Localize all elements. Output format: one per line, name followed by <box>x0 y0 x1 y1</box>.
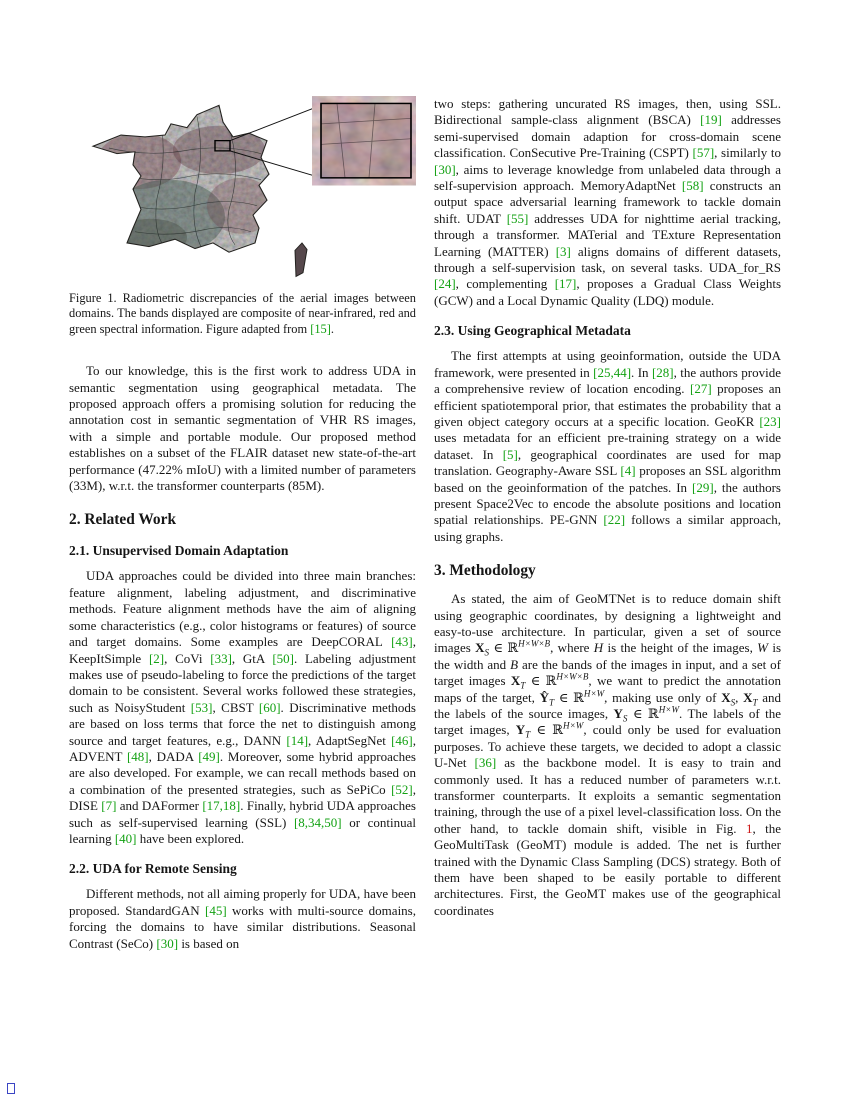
text-run: , where <box>550 640 594 656</box>
section-2-heading: 2. Related Work <box>69 511 177 529</box>
citation-ref[interactable]: [17] <box>554 276 577 292</box>
text-run: , CBST <box>212 699 259 715</box>
text-run: , KeepItSimple <box>69 634 416 666</box>
citation-ref[interactable]: [46] <box>391 732 413 748</box>
text-run: . Moreover, some hybrid approaches are also developed. For example, we can recall methods based on a combination of the presented strategies, such as SePiCo <box>69 748 416 797</box>
citation-ref[interactable]: [60] <box>258 699 281 715</box>
text-run: ℝ <box>507 640 519 656</box>
citation-ref[interactable]: [3] <box>555 243 571 259</box>
text-run: H <box>593 640 604 656</box>
citation-ref[interactable]: [48] <box>126 748 149 764</box>
text-run: Ŷ <box>539 689 549 705</box>
text-run: ∈ <box>530 722 553 738</box>
citation-ref[interactable]: [30] <box>434 161 456 177</box>
text-run: , DADA <box>148 748 199 764</box>
intro-paragraph <box>69 363 416 494</box>
text-run: , aims to leverage knowledge from unlabeled data through a self-supervision approach. MemoryAdaptNet <box>434 161 781 194</box>
text-run: H×W <box>658 704 680 715</box>
text-run: . The labels of the target images, <box>434 706 781 738</box>
text-run: follows a similar approach, using graphs. <box>434 512 781 544</box>
text-run: proposes an efficient spatiotemporal prior, that estimates the probability that a given object category occurs at a specific location. GeoKR <box>434 381 781 429</box>
text-run: or continual learning <box>69 814 416 846</box>
text-run: , ADVENT <box>69 732 416 764</box>
text-run: , could only be used for evaluation purposes. To achieve these targets, we decided to adopt a classic U-Net <box>434 722 781 771</box>
text-run: uses metadata for an efficient pre-training strategy on a wide dataset. In <box>434 430 781 462</box>
text-run: UDA approaches could be divided into three main branches: feature alignment, labeling adjustment, and discriminative methods. Feature alignment methods have the aim of aligning some characteristics (e.g., color histograms or features) of source and target domains. Some examples are DeepCORAL <box>69 568 416 650</box>
section-2-1-heading: 2.1. Unsupervised Domain Adaptation <box>69 543 289 559</box>
text-run: , <box>735 689 744 705</box>
text-run: are the bands of the images in input, and a set of target images <box>434 656 781 689</box>
citation-ref[interactable]: [57] <box>692 145 715 161</box>
citation-ref[interactable]: [40] <box>114 830 137 846</box>
text-run: H×W×B <box>518 639 551 650</box>
text-run: To our knowledge, this is the first work to address UDA in semantic segmentation using geographical metadata. The proposed approach offers a promising solution for reducing the annotation cost in semantic segmentation of VHR RS images, with a simple and portable module. Our proposed method establishes on a subset of the FLAIR dataset new state-of-the-art performance (47.22% mIoU) with a limited number of parameters (33M), w.r.t. the transformer counterparts (85M). <box>69 363 416 494</box>
text-run: H×W <box>583 688 605 699</box>
text-run: , GtA <box>231 650 273 666</box>
text-run: . In <box>631 364 652 380</box>
citation-ref[interactable]: [58] <box>681 178 704 194</box>
text-run: ℝ <box>552 722 564 738</box>
text-run: , the authors provide a comprehensive review of location encoding. <box>434 364 781 397</box>
citation-ref[interactable]: [29] <box>692 479 714 495</box>
text-run: , similarly to <box>714 145 781 161</box>
text-run: Y <box>613 706 623 721</box>
citation-ref[interactable]: [28] <box>651 364 674 380</box>
citation-ref[interactable]: [7] <box>101 798 117 814</box>
text-run: , CoVi <box>164 650 211 666</box>
text-run: and the labels of the source images, <box>434 689 782 721</box>
paragraph-2-1 <box>69 568 416 847</box>
france-map <box>79 96 307 276</box>
citation-ref[interactable]: [24] <box>434 276 456 292</box>
text-run: as the backbone model. It is easy to train and commonly used. It has a reduced number of parameters w.r.t. transformer counterparts. It exploits a semantic segmentation training, through the use of a pixel level-classification loss. On the other hand, to tackle domain shift, visible in Fig. <box>434 755 781 836</box>
text-run: , geographical coordinates are used for map translation. Geography-Aware SSL <box>434 446 781 479</box>
text-run: X <box>510 673 521 689</box>
citation-ref[interactable]: [19] <box>700 112 722 128</box>
citation-ref[interactable]: [15] <box>310 321 331 336</box>
text-run: S <box>484 647 490 658</box>
text-run: and DAFormer <box>116 798 203 814</box>
text-run: constructs an output space adversarial learning framework to tackle domain shift. UDAT <box>434 178 781 226</box>
text-run: Y <box>515 722 526 738</box>
text-run: . Labeling adjustment makes use of pseudo-labeling to force the predictions of the target domain to be consistent. Several works followed these strategies, such as NoisyStudent <box>69 650 416 715</box>
citation-ref[interactable]: [45] <box>205 902 227 918</box>
text-run: , complementing <box>455 276 555 292</box>
pdf-link-artifact <box>7 1083 15 1094</box>
text-run: ∈ <box>525 673 546 689</box>
text-run: X <box>743 689 753 705</box>
right-column <box>434 96 781 919</box>
text-run: X <box>475 640 485 656</box>
text-run: , the authors present Space2Vec to encode the absolute positions and location spatial relationships. PE-GNN <box>434 479 781 528</box>
text-run: ℝ <box>545 673 557 689</box>
text-run: ∈ <box>554 689 574 705</box>
text-run: , proposes a Gradual Class Weights (GCW) and a Local Dynamic Quality (LDQ) module. <box>434 276 782 308</box>
corsica-shape <box>295 243 307 276</box>
text-run: . Finally, hybrid UDA approaches such as self-supervised learning (SSL) <box>69 798 416 830</box>
text-run: ℝ <box>573 689 584 705</box>
text-run: S <box>730 697 736 708</box>
text-run: H×W×B <box>556 671 589 682</box>
text-run: S <box>622 713 628 724</box>
text-run: , AdaptSegNet <box>308 732 392 748</box>
text-run: aligns domains of different datasets, through a self-supervision task, on several tasks. UDA_for_RS <box>434 243 781 276</box>
text-run: T <box>525 730 531 740</box>
text-run: , making use only of <box>604 689 722 705</box>
paragraph-3 <box>434 591 781 919</box>
citation-ref[interactable]: [52] <box>391 781 413 797</box>
text-run: H×W <box>563 721 584 732</box>
text-run: ℝ <box>647 706 659 721</box>
text-run: , we want to predict the annotation maps of the target, <box>434 673 782 705</box>
figure1 <box>69 96 416 337</box>
text-run: addresses UDA for nighttime aerial tracking, through a transformer. MATerial and TExture Representation Learning (MATTER) <box>434 210 781 259</box>
text-run: As stated, the aim of GeoMTNet is to reduce domain shift using geographic coordinates, by designing a lightweight and easy-to-use architecture. In particular, given a set of source images <box>434 591 781 656</box>
text-run: is the height of the images, <box>603 640 758 656</box>
text-run: Figure 1. Radiometric discrepancies of the aerial images between domains. The bands displayed are composite of near-infrared, red and green spectral information. Figure adapted from <box>69 291 416 336</box>
citation-ref[interactable]: [4] <box>620 463 636 479</box>
citation-ref[interactable]: [33] <box>210 650 232 666</box>
figure-ref[interactable]: 1 <box>745 820 753 836</box>
citation-ref[interactable]: [53] <box>190 699 213 715</box>
citation-ref[interactable]: [49] <box>198 748 220 764</box>
text-run: W <box>757 640 769 656</box>
citation-ref[interactable]: [27] <box>689 381 712 397</box>
text-run: The first attempts at using geoinformation, outside the UDA framework, were presented in <box>434 348 781 380</box>
citation-ref[interactable]: [43] <box>391 634 413 650</box>
text-run: B <box>510 656 519 672</box>
section-3-heading: 3. Methodology <box>434 562 536 580</box>
citation-ref[interactable]: [23] <box>759 413 781 429</box>
citation-ref[interactable]: [8,34,50] <box>293 814 342 830</box>
text-run: ∈ <box>489 640 508 656</box>
text-run: addresses semi-supervised domain adaption for cross-domain scene classification. ConSecutive Pre-Training (CSPT) <box>434 112 781 161</box>
citation-ref[interactable]: [55] <box>506 210 529 226</box>
text-run: T <box>548 697 555 708</box>
text-run: proposes an SSL algorithm based on the geoinformation of the patches. In <box>434 463 781 495</box>
text-run: is the width and <box>434 640 781 672</box>
paragraph-2-2-continued <box>434 96 781 309</box>
text-run: Different methods, not all aiming properly for UDA, have been proposed. StandardGAN <box>69 886 416 918</box>
text-run: , the GeoMultiTask (GeoMT) module is added. The net is further trained with the Dynamic Class Sampling (DCS) strategy. Both of them have been shaped to be easily portable to different architectures. First, the GeoMT makes use of the geographical coordinates <box>434 820 781 918</box>
left-column <box>69 96 416 952</box>
text-run: X <box>721 689 731 705</box>
citation-ref[interactable]: [17,18] <box>202 798 241 814</box>
citation-ref[interactable]: [14] <box>286 732 309 748</box>
figure1-map-image <box>69 96 416 282</box>
citation-ref[interactable]: [36] <box>474 755 497 771</box>
figure1-caption <box>69 291 416 337</box>
citation-ref[interactable]: [5] <box>502 446 518 462</box>
paragraph-2-2 <box>69 886 416 952</box>
citation-ref[interactable]: [30] <box>156 935 179 951</box>
section-2-3-heading: 2.3. Using Geographical Metadata <box>434 323 631 339</box>
citation-ref[interactable]: [25,44] <box>593 364 632 380</box>
text-run: , DISE <box>69 781 416 814</box>
citation-ref[interactable]: [22] <box>603 512 626 528</box>
citation-ref[interactable]: [50] <box>272 650 294 666</box>
text-run: is based on <box>178 935 240 951</box>
text-run: works with multi-source domains, forcing the domains to have similar distributions. Seasonal Contrast (SeCo) <box>69 902 416 951</box>
paragraph-2-3 <box>434 348 781 545</box>
text-run: . <box>330 321 334 336</box>
text-run: . Discriminative methods are based on loss terms that force the net to distinguish among source and target features, e.g., DANN <box>69 699 416 748</box>
text-run: have been explored. <box>136 830 245 846</box>
text-run: ∈ <box>627 706 648 721</box>
text-run: T <box>520 680 526 691</box>
citation-ref[interactable]: [2] <box>148 650 165 666</box>
zoom-inset <box>321 103 411 177</box>
text-run: T <box>752 697 758 708</box>
text-run: two steps: gathering uncurated RS images, then, using SSL. Bidirectional sample-class alignment (BSCA) <box>434 96 781 128</box>
section-2-2-heading: 2.2. UDA for Remote Sensing <box>69 861 237 877</box>
